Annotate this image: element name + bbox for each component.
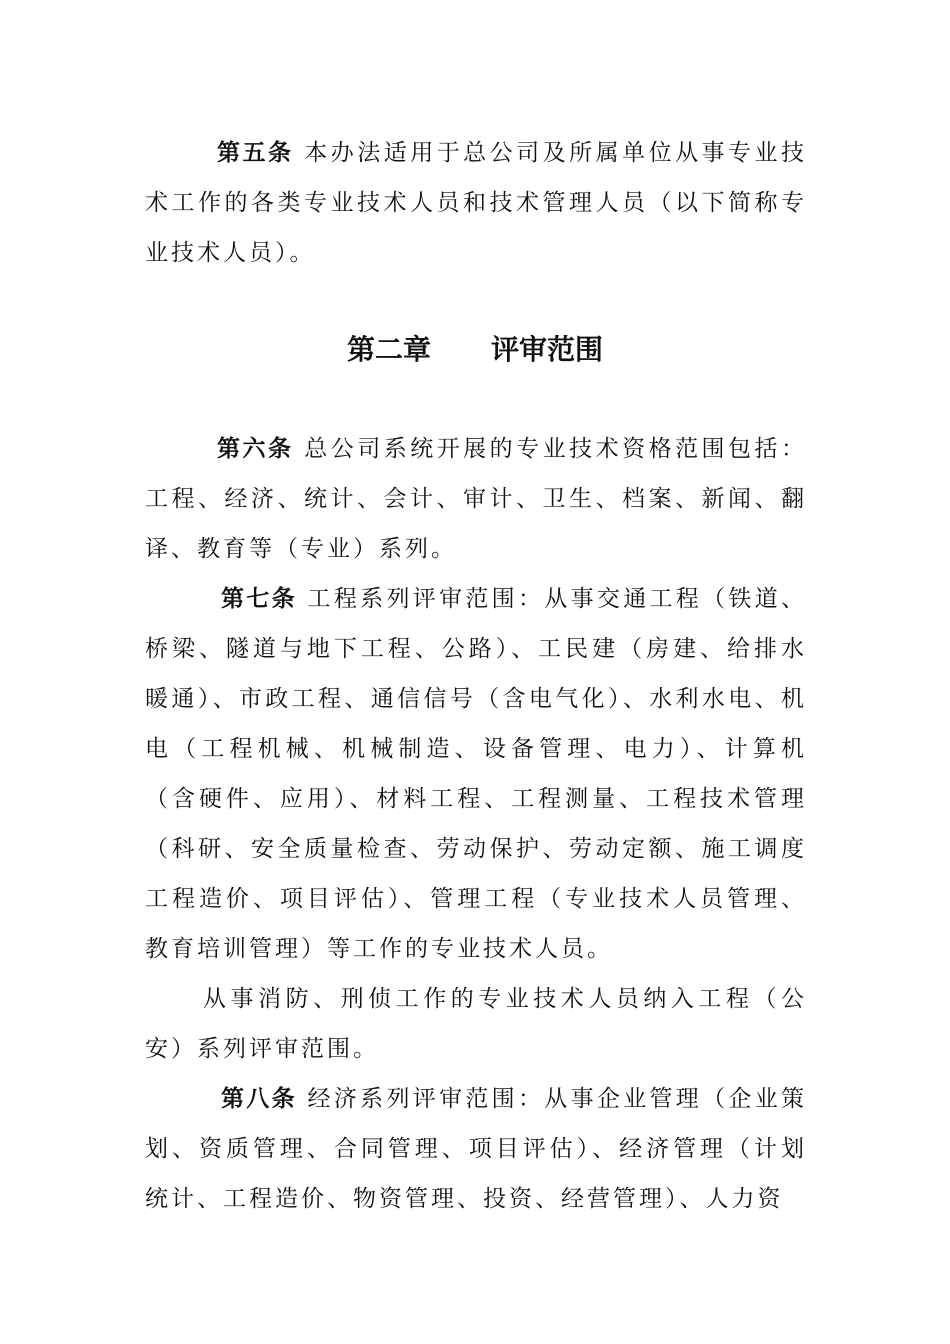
article-5 bbox=[145, 128, 807, 278]
chapter-title: 评审范围 bbox=[491, 333, 604, 366]
article-5-label: 第五条 bbox=[217, 140, 294, 166]
chapter-number: 第二章 bbox=[346, 333, 431, 366]
article-7-label: 第七条 bbox=[221, 586, 297, 612]
article-6-label: 第六条 bbox=[217, 436, 294, 462]
paragraph-fire-criminal-text: 从事消防、刑侦工作的专业技术人员纳入工程（公安）系列评审范围。 bbox=[145, 986, 807, 1062]
article-8-text: 经济系列评审范围：从事企业管理（企业策划、资质管理、合同管理、项目评估）、经济管理（计划统计、工程造价、物资管理、投资、经营管理）、人力资 bbox=[145, 1086, 808, 1212]
article-7-text: 工程系列评审范围：从事交通工程（铁道、桥梁、隧道与地下工程、公路）、工民建（房建、给排水暖通）、市政工程、通信信号（含电气化）、水利水电、机电（工程机械、机械制造、设备管理、电力）、计算机（含硬件、应用）、材料工程、工程测量、工程技术管理（科研、安全质量检查、劳动保护、劳动定额、施工调度工程造价、项目评估）、管理工程（专业技术人员管理、教育培训管理）等工作的专业技术人员。 bbox=[145, 586, 808, 962]
article-8 bbox=[145, 1074, 807, 1224]
paragraph-fire-criminal bbox=[145, 974, 807, 1074]
article-5-text: 本办法适用于总公司及所属单位从事专业技术工作的各类专业技术人员和技术管理人员（以下简称专业技术人员）。 bbox=[145, 140, 808, 266]
article-6 bbox=[145, 424, 807, 574]
article-6-text: 总公司系统开展的专业技术资格范围包括：工程、经济、统计、会计、审计、卫生、档案、新闻、翻译、教育等（专业）系列。 bbox=[145, 436, 808, 562]
article-8-label: 第八条 bbox=[221, 1086, 297, 1112]
chapter-heading bbox=[0, 328, 950, 372]
article-7 bbox=[145, 574, 807, 974]
